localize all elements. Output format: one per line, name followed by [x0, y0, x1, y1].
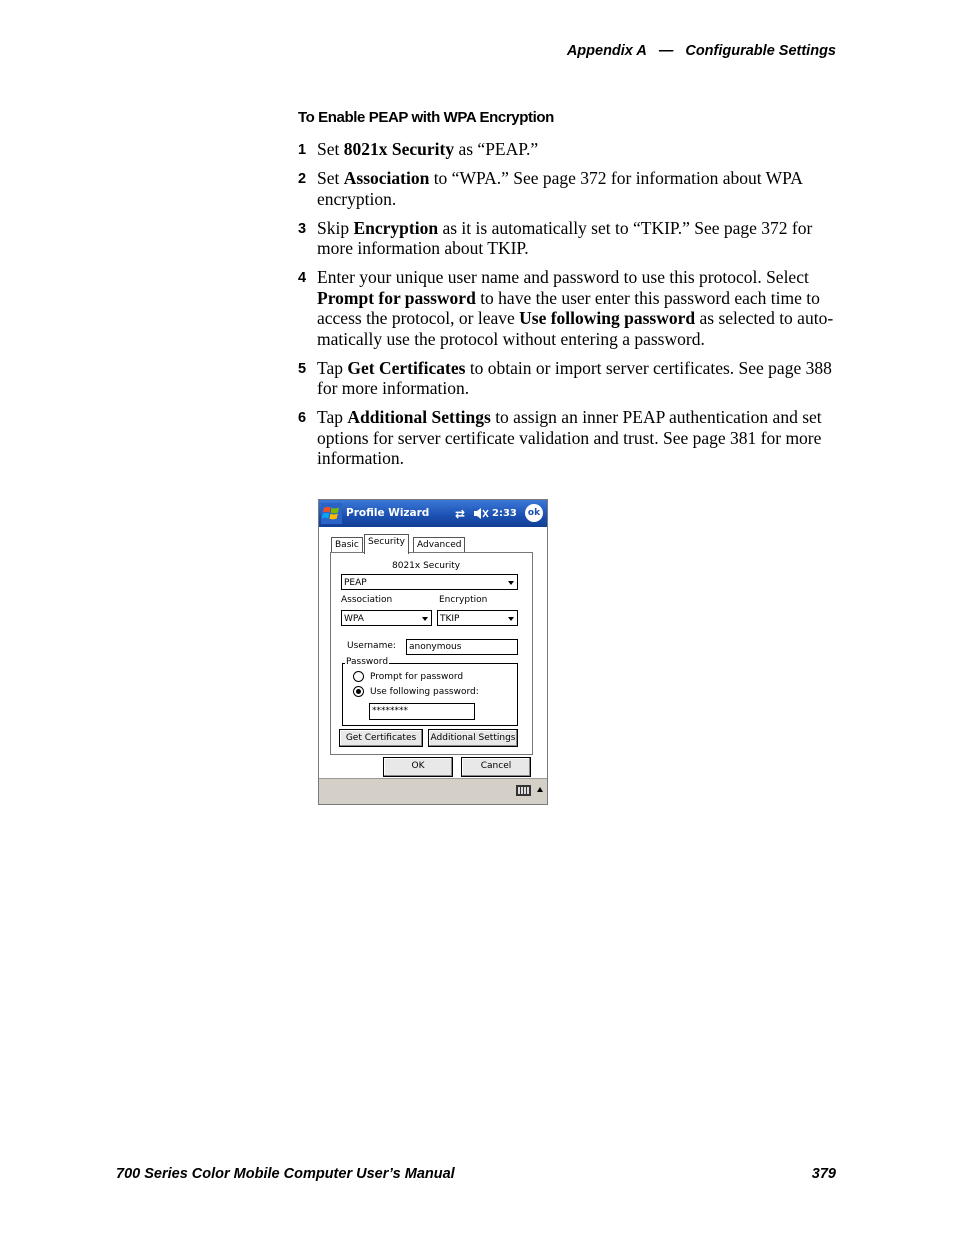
step-text: as it is automatically set to “TKIP.” See page 372 for more information about TKIP.: [317, 217, 813, 258]
speaker-muted-icon[interactable]: [473, 507, 489, 520]
running-footer: [116, 1166, 836, 1182]
device-screenshot: [318, 499, 548, 805]
step-bold: Prompt for password: [317, 287, 476, 308]
step-5: [298, 358, 843, 399]
window-title: Profile Wizard: [346, 507, 430, 519]
step-text: as “PEAP.”: [454, 139, 539, 159]
step-3: [298, 218, 843, 259]
step-number: 5: [298, 360, 307, 377]
additional-settings-button[interactable]: Additional Settings: [428, 729, 518, 747]
title-bar: [319, 500, 547, 527]
encryption-label: Encryption: [439, 595, 488, 605]
step-number: 2: [298, 171, 307, 187]
security-label: 8021x Security: [392, 561, 461, 571]
header-section: Configurable Settings: [685, 43, 836, 59]
prompt-password-label: Prompt for password: [370, 672, 464, 682]
step-bold: Additional Settings: [347, 407, 491, 427]
security-value: PEAP: [344, 578, 367, 588]
tab-basic[interactable]: Basic: [331, 537, 363, 553]
step-6: [298, 407, 843, 469]
keyboard-icon[interactable]: [516, 785, 531, 796]
password-group-label: Password: [346, 657, 389, 667]
chevron-down-icon: [508, 581, 514, 585]
steps-list: [298, 139, 843, 477]
page-number: 379: [811, 1166, 836, 1182]
step-text: Tap: [317, 407, 348, 427]
step-bold: Association: [343, 168, 430, 188]
get-certificates-button[interactable]: Get Certificates: [339, 729, 423, 747]
cancel-button[interactable]: Cancel: [461, 757, 531, 777]
step-text: to “WPA.” See page 372 for information about WPA encryption.: [317, 168, 802, 209]
clock[interactable]: 2:33: [492, 508, 517, 519]
step-text: Skip: [317, 217, 354, 238]
step-number: 1: [298, 142, 307, 158]
association-dropdown[interactable]: [341, 610, 432, 626]
chevron-down-icon: [508, 617, 514, 621]
step-number: 3: [298, 220, 307, 237]
step-text: Tap: [317, 357, 348, 378]
step-number: 4: [298, 270, 307, 286]
step-bold: Encryption: [353, 217, 439, 238]
header-separator: —: [658, 43, 674, 59]
step-1: [298, 139, 843, 160]
tab-security[interactable]: Security: [364, 534, 409, 554]
step-bold: Use following password: [519, 308, 696, 328]
security-panel: [330, 552, 533, 755]
step-text: to assign an inner PEAP authentication and set options for server certificate validation and trust. See page 381 for more information.: [317, 407, 822, 468]
encryption-value: TKIP: [440, 614, 460, 624]
association-value: WPA: [344, 614, 364, 624]
password-group: [342, 657, 518, 726]
association-label: Association: [341, 595, 393, 605]
chevron-down-icon: [422, 617, 428, 621]
connectivity-icon[interactable]: ⇄: [455, 507, 466, 521]
step-text: Set: [317, 139, 344, 159]
username-label: Username:: [347, 641, 396, 651]
step-text: Set: [317, 168, 344, 188]
input-panel-bar: [319, 778, 547, 804]
footer-manual-title: 700 Series Color Mobile Computer User’s Manual: [116, 1166, 455, 1182]
step-number: 6: [298, 410, 307, 426]
step-text: to have the user enter this password each time to access the protocol, or leave: [317, 287, 820, 328]
step-2: [298, 168, 843, 209]
windows-start-icon[interactable]: [321, 503, 342, 524]
step-bold: Get Certificates: [347, 357, 466, 378]
step-4: [298, 267, 843, 349]
step-text: Enter your unique user name and password to use this protocol. Select: [317, 267, 809, 287]
encryption-dropdown[interactable]: [437, 610, 518, 626]
running-header: [567, 43, 836, 59]
step-bold: 8021x Security: [343, 139, 455, 159]
ok-icon[interactable]: ok: [525, 504, 543, 522]
chevron-up-icon[interactable]: [537, 787, 543, 792]
ok-button[interactable]: OK: [383, 757, 453, 777]
step-text: as selected to auto-matically use the protocol without entering a password.: [317, 308, 834, 349]
username-field[interactable]: anonymous: [406, 639, 518, 655]
prompt-password-radio[interactable]: [353, 671, 364, 682]
header-appendix: Appendix A: [566, 43, 647, 59]
password-field[interactable]: ********: [369, 703, 475, 720]
section-title: To Enable PEAP with WPA Encryption: [298, 109, 554, 126]
use-password-label: Use following password:: [370, 687, 479, 697]
tab-advanced[interactable]: Advanced: [413, 537, 465, 553]
step-text: to obtain or import server certificates. See page 388 for more information.: [317, 357, 832, 398]
security-dropdown[interactable]: [341, 574, 518, 590]
use-password-radio[interactable]: [353, 686, 364, 697]
